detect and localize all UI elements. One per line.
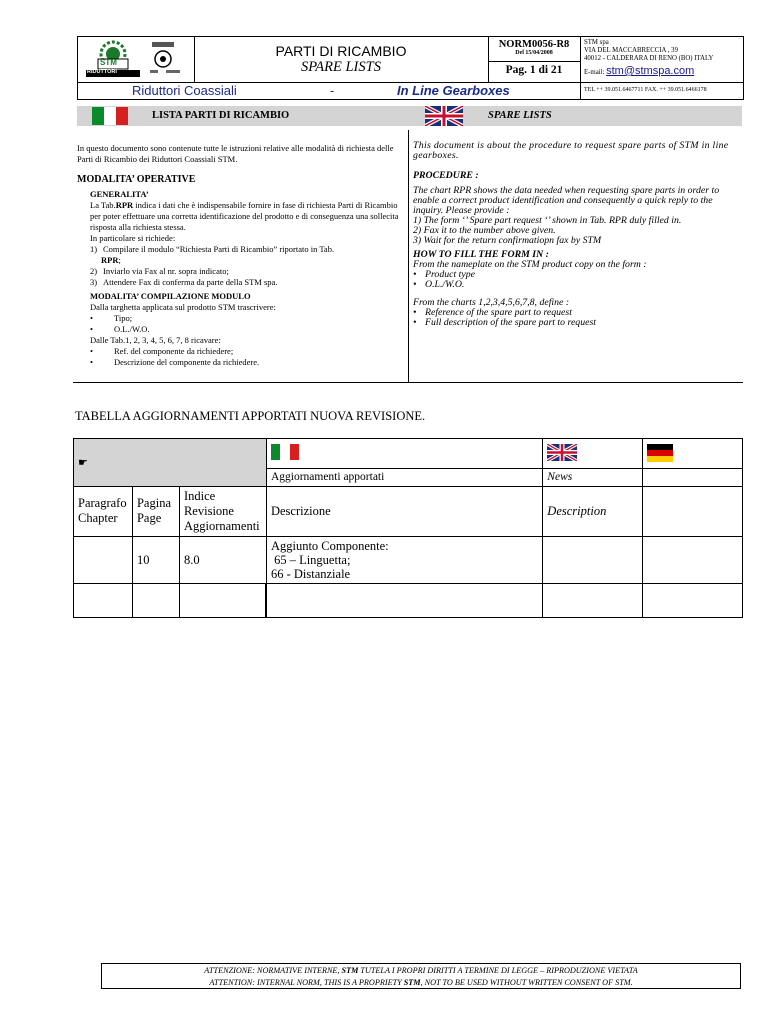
intro-it: In questo documento sono contenute tutte le istruzioni relative alle modalità di richiesta delle Parti di Ricambio dei Riduttori Coassiali STM. <box>77 143 394 164</box>
aggiornamenti-header: Aggiornamenti apportati <box>266 469 542 487</box>
product-dash: - <box>330 83 335 98</box>
heading-procedure: PROCEDURE : <box>413 170 479 181</box>
section-title-en: SPARE LISTS <box>488 110 552 121</box>
list-item: • Ref. del componente da richiedere; <box>90 346 234 356</box>
page-indicator: Pag. 1 di 21 <box>505 64 563 76</box>
list-item: • Product type <box>413 269 475 280</box>
heading-generalita: GENERALITA’ <box>90 189 149 199</box>
product-row <box>78 82 743 100</box>
norm-code: NORM0056-R8 <box>498 39 570 50</box>
hand-pointer-cell <box>74 439 267 487</box>
column-header-paragraph: Paragrafo Chapter <box>74 487 133 537</box>
cell-descrizione: Aggiunto Componente: 65 – Linguetta; 66 - Distanziale <box>266 537 542 584</box>
revision-table <box>73 438 743 618</box>
list-item: • O.L./W.O. <box>413 279 465 290</box>
howto-charts: From the charts 1,2,3,4,5,6,7,8, define : <box>413 297 570 308</box>
compilazione-tables: Dalle Tab.1, 2, 3, 4, 5, 6, 7, 8 ricavare: <box>90 335 221 345</box>
column-header-indice: Indice Revisione Aggiornamenti <box>179 487 266 537</box>
document-subtitle: SPARE LISTS <box>301 59 381 75</box>
list-item: • Full description of the spare part to request <box>413 317 596 328</box>
footer-notice <box>101 963 741 989</box>
footer-line-en: ATTENTION: INTERNAL NORM, THIS IS A PROPRIETY STM, NOT TO BE USED WITHOUT WRITTEN CONSENT OF STM. <box>209 978 633 987</box>
heading-compilazione: MODALITA’ COMPILAZIONE MODULO <box>90 291 251 301</box>
germany-flag-cell <box>643 439 743 469</box>
column-header-description: Description <box>543 487 643 537</box>
compilazione-paragraph: Dalla targhetta applicata sul prodotto STM trascrivere: <box>90 302 276 312</box>
address-line-1: VIA DEL MACCABRECCIA , 39 <box>584 47 678 54</box>
product-name-en: In Line Gearboxes <box>397 83 510 98</box>
empty-column-header <box>643 487 743 537</box>
procedure-step: 2) Fax it to the number above given. <box>413 225 556 236</box>
list-item: • Reference of the spare part to request <box>413 307 572 318</box>
column-header-pagina: Pagina Page <box>132 487 179 537</box>
procedure-step: 3) Wait for the return confirmatiopn fax by STM <box>413 235 602 246</box>
italy-flag-icon <box>92 107 128 125</box>
cell-indice: 8.0 <box>179 537 266 584</box>
cell-pagina: 10 <box>132 537 179 584</box>
italian-column <box>77 143 407 368</box>
procedure-paragraph: The chart RPR shows the data needed when requesting spare parts in order to enable a correct product identification and consequently a quick reply to the inquiry. Please provide : <box>413 185 720 216</box>
list-item: • Tipo; <box>90 313 133 323</box>
company-name: STM spa <box>584 39 609 46</box>
hand-pointer-icon: ☛ <box>78 457 88 469</box>
empty-header-cell <box>643 469 743 487</box>
intro-en: This document is about the procedure to request spare parts of STM in line gearboxes. <box>413 140 729 161</box>
uk-flag-cell <box>543 439 643 469</box>
table-row <box>74 584 743 618</box>
italy-flag-cell <box>266 439 542 469</box>
table-row <box>74 537 743 584</box>
product-name-it: Riduttori Coassiali <box>132 83 237 98</box>
norm-cell <box>488 37 581 82</box>
footer-line-it: ATTENZIONE: NORMATIVE INTERNE, STM TUTELA I PROPRI DIRITTI A TERMINE DI LEGGE – RIPRODUZIONE VIETATA <box>204 966 638 975</box>
logo-subtext: RIDUTTORI <box>87 69 117 75</box>
list-item: • O.L./W.O. <box>90 324 150 334</box>
quality-certification-icon <box>148 42 190 78</box>
step-2: 2) Inviarlo via Fax al nr. sopra indicato; <box>90 266 229 276</box>
address-line-2: 40012 - CALDERARA DI RENO (BO) ITALY <box>584 55 714 62</box>
logo-text: STM <box>100 58 117 67</box>
english-column <box>413 141 741 328</box>
column-header-descrizione: Descrizione <box>266 487 542 537</box>
howto-paragraph: From the nameplate on the STM product copy on the form : <box>413 259 647 270</box>
address-cell <box>580 37 743 82</box>
generalita-paragraph: La Tab.RPR indica i dati che è indispensabile fornire in fase di richiesta Parti di Ricambio per poter effettuare una corretta identificazione del prodotto e di conseguenza una sollecita risposta alla richiesta stessa. <box>90 200 399 232</box>
heading-how-to-fill: HOW TO FILL THE FORM IN : <box>413 249 549 260</box>
generalita-request: In particolare si richiede: <box>90 233 176 243</box>
news-header: News <box>543 469 643 487</box>
logo-cell <box>78 37 195 82</box>
section-title-it: LISTA PARTI DI RICAMBIO <box>152 110 290 121</box>
tel-fax: TEL ++ 39.051.6467711 FAX. ++ 39.051.6466178 <box>584 87 707 93</box>
email-label: E-mail: <box>584 69 605 76</box>
step-3: 3) Attendere Fax di conferma da parte della STM spa. <box>90 277 278 287</box>
cell-description <box>543 537 643 584</box>
uk-flag-icon <box>547 444 577 461</box>
document-header <box>77 36 744 100</box>
cell-paragraph <box>74 537 133 584</box>
italy-flag-icon <box>271 444 299 460</box>
email-link[interactable]: stm@stmspa.com <box>606 65 695 77</box>
list-item: • Descrizione del componente da richiedere. <box>90 357 260 367</box>
norm-date: Del 15/04/2008 <box>515 50 553 56</box>
heading-modalita-operative: MODALITA’ OPERATIVE <box>77 174 196 185</box>
germany-flag-icon <box>647 444 673 462</box>
document-title: PARTI DI RICAMBIO <box>275 43 407 59</box>
step-1: 1) Compilare il modulo “Richiesta Parti di Ricambio” riportato in Tab. RPR; <box>90 244 335 265</box>
table-title: TABELLA AGGIORNAMENTI APPORTATI NUOVA REVISIONE. <box>75 409 426 423</box>
procedure-step: 1) The form ‘’ Spare part request ‘’ shown in Tab. RPR duly filled in. <box>413 215 682 226</box>
uk-flag-icon <box>425 106 463 126</box>
title-cell <box>194 37 489 82</box>
cell-empty <box>643 537 743 584</box>
